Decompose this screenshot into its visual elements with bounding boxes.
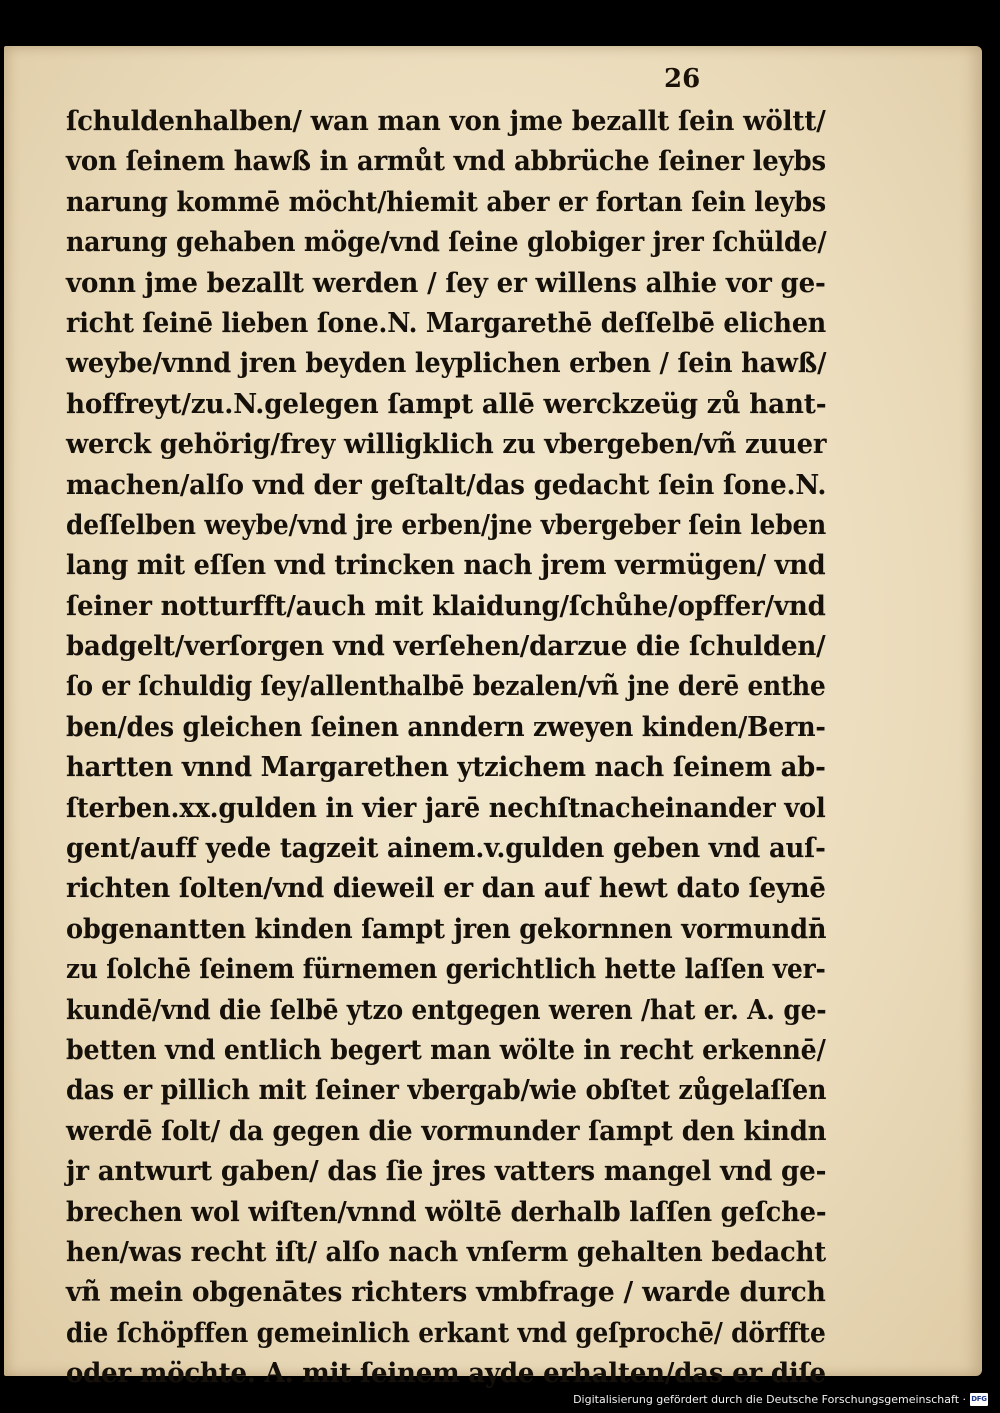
text-line: narung kommē möcht/hiemit aber er fortan ſein leybs [66, 186, 826, 218]
text-line: deſſelben weybe/vnd jre erben/jne vbergeber ſein leben [66, 509, 827, 541]
text-line: richt ſeinē lieben ſone.N. Margarethē deſſelbē elichen [66, 307, 827, 339]
text-line: hen/was recht iſt/ alſo nach vnſerm gehalten bedacht [66, 1236, 826, 1268]
text-line: ſterben.xx.gulden in vier jarē nechſtnacheinander vol [66, 792, 826, 824]
page-number: 26 [664, 64, 701, 94]
text-body [66, 102, 826, 1395]
dfg-logo: DFG [970, 1393, 988, 1406]
text-line: richten ſolten/vnd dieweil er dan auf hewt dato ſeynē [66, 873, 826, 905]
text-line: oder möchte. A. mit ſeinem ayde erhalten/das er diſe [66, 1358, 826, 1390]
text-line: vonn jme bezallt werden / ſey er willens alhie vor ge- [66, 267, 826, 299]
text-line: obgenantten kinden ſampt jren gekornnen vormundn̄ [66, 913, 827, 945]
text-line: ſo er ſchuldig ſey/allenthalbē bezalen/vñ jne derē enthe [66, 671, 826, 703]
text-line: brechen wol wiſten/vnnd wöltē derhalb laſſen geſche- [66, 1196, 827, 1228]
digitization-credit: Digitalisierung gefördert durch die Deutsche Forschungsgemeinschaft · [573, 1393, 966, 1406]
text-line: ben/des gleichen ſeinen anndern zweyen kinden/Bern- [66, 711, 826, 743]
text-line: zu ſolchē ſeinem fürnemen gerichtlich hette laſſen ver- [66, 954, 826, 986]
text-line: narung gehaben möge/vnd ſeine globiger jrer ſchülde/ [66, 227, 827, 259]
text-line: jr antwurt gaben/ das ſie jres vatters mangel vnd ge- [66, 1156, 827, 1188]
text-line: gent/auff yede tagzeit ainem.v.gulden geben vnd auſ- [66, 833, 826, 865]
text-line: vñ mein obgenātes richters vmbfrage / warde durch [66, 1277, 826, 1309]
text-line: weybe/vnnd jren beyden leyplichen erben / ſein hawß/ [66, 348, 827, 380]
text-line: lang mit eſſen vnd trincken nach jrem vermügen/ vnd [66, 550, 826, 582]
text-line: das er pillich mit ſeiner vbergab/wie obſtet zůgelaſſen [66, 1075, 827, 1107]
text-line: hartten vnnd Margarethen ytzichem nach ſeinem ab- [66, 752, 826, 784]
text-line: ſeiner notturfft/auch mit klaidung/ſchůhe/opffer/vnd [66, 590, 826, 622]
text-line: von ſeinem hawß in armůt vnd abbrüche ſeiner leybs [66, 146, 826, 178]
text-line: werdē ſolt/ da gegen die vormunder ſampt den kindn [66, 1115, 827, 1147]
text-line: die ſchöpffen gemeinlich erkant vnd geſprochē/ dörffte [66, 1317, 826, 1349]
text-line: werck gehörig/frey willigklich zu vbergeben/vñ zuuer [66, 429, 827, 461]
text-line: machen/alſo vnd der geſtalt/das gedacht ſein ſone.N. [66, 469, 827, 501]
text-line: badgelt/verſorgen vnd verſehen/darzue die ſchulden/ [66, 631, 826, 663]
text-line: betten vnd entlich begert man wölte in recht erkennē/ [66, 1034, 826, 1066]
text-line: hoffreyt/zu.N.gelegen ſampt allē werckzeüg zů hant- [66, 388, 827, 420]
text-line: ſchuldenhalben/ wan man von jme bezallt ſein wöltt/ [66, 106, 826, 137]
document-page [4, 46, 982, 1390]
text-line: kundē/vnd die ſelbē ytzo entgegen weren /hat er. A. ge- [66, 994, 827, 1026]
